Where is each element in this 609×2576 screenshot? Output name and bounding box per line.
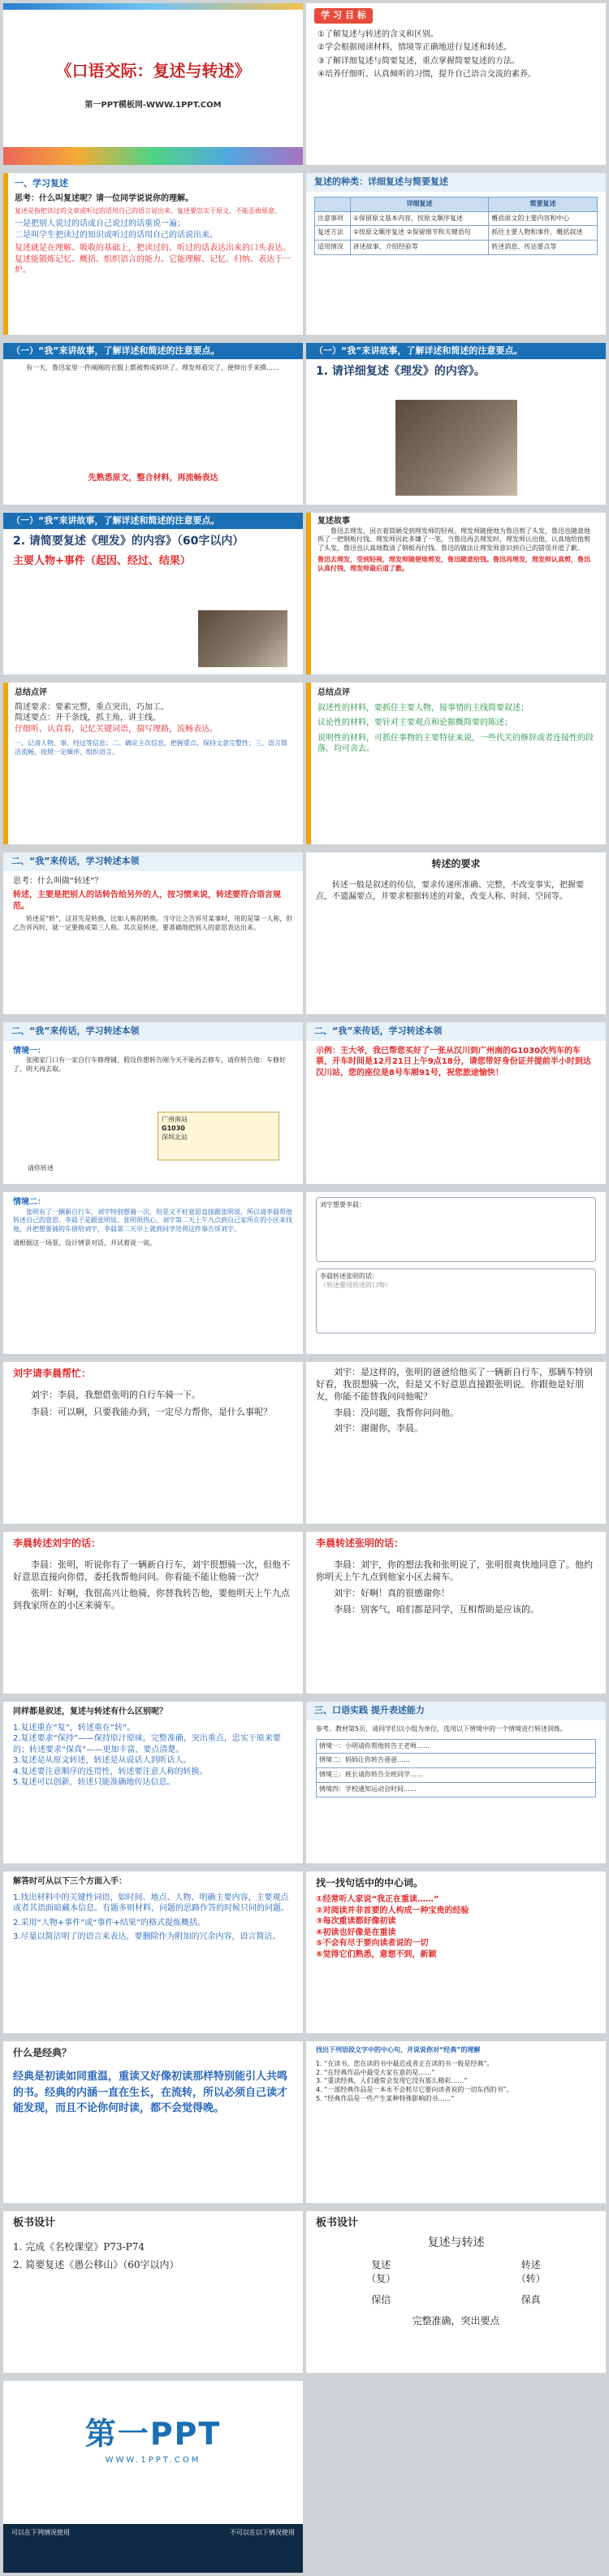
table-cell: 适用情况 <box>315 241 351 255</box>
table-row <box>317 1783 596 1798</box>
dialogue-line: 李晨：可以啊，只要我能办到，一定尽力帮你，是什么事呢？ <box>31 1407 272 1418</box>
text-line: 二是叫学生把读过的知识或听过的话用自己的话说出来。 <box>15 230 218 240</box>
dialogue-line: 刘宇：谢谢你，李晨。 <box>334 1423 423 1434</box>
top-decoration <box>3 3 303 10</box>
goal-tag-char: 标 <box>357 10 366 20</box>
table-cell: 情境一：小明请你帮他转告王老师…… <box>317 1739 596 1754</box>
slide-heading: 同样都是叙述，复述与转述有什么区别呢？ <box>13 1707 167 1716</box>
keyword-item: ④初读也好像是在重读 <box>316 1928 396 1937</box>
goal-item: ③了解详细复述与简要复述，重点掌握简要复述的方法。 <box>317 56 520 66</box>
tip-item: 2.采用“人物+事件”或“事件+结果”的格式提炼概括。 <box>13 1918 206 1928</box>
portrait-image <box>198 610 287 667</box>
presentation-title: 《口语交际：复述与转述》 <box>55 61 251 80</box>
dialogue-line: 李晨：张明，听说你有了一辆新自行车，刘宇很想骑一次，但他不好意思直接向你借，委托我帮他问问。你看能不能让他骑一次？ <box>13 1559 290 1583</box>
slide-story-text <box>3 343 303 505</box>
goal-item: ④培养仔细听、认真倾听的习惯，提升自己语言交流的素养。 <box>317 70 536 80</box>
dialogue-line: 李晨：没问题，我帮你问问他。 <box>334 1407 459 1418</box>
keyword-item: ③每次重读都好像初读 <box>316 1917 396 1927</box>
slide-scenario-2-form <box>306 1192 606 1354</box>
slide-heading: 板书设计 <box>13 2217 56 2229</box>
story-paragraph: 鲁迅去理发，因衣着简陋受到理发师的轻视。理发师随便地为鲁迅剪了头发，鲁迅也随意地抓了一把钢板付钱。理发师因此多嫌了一笔，当鲁迅再去理发时，理发师认出他，认真地给他剪了头发，鲁迅也认真地数清了钢板再付钱。鲁迅的做法让理发师意识到自己的错误并道了歉。 <box>317 527 590 553</box>
slide-difference <box>3 1702 303 1863</box>
table-cell: 讲述故事、介绍经验等 <box>350 241 489 255</box>
slide-heading: （一）“我”来讲故事，了解详述和简述的注意要点。 <box>3 513 303 529</box>
accent-bar <box>306 683 311 844</box>
scenario-label: 情境二： <box>13 1198 45 1207</box>
train-ticket <box>158 1112 279 1160</box>
text-line: 一是把别人说过的话或自己说过的话重说一遍； <box>15 219 185 229</box>
table-header: 详细复述 <box>350 197 489 211</box>
difference-item: 2.复述要求“保持”——保持原汁原味，完整准确，突出重点，忠实于原来要的；转述要求“保真”——更加丰富，要点清楚。 <box>13 1734 281 1754</box>
table-cell: ①按原文顺序复述 ②保留细节和关键语句 <box>350 226 489 241</box>
table-row <box>315 241 598 255</box>
question: 思考：什么叫做“转述”？ <box>13 876 103 886</box>
table-cell: 情境二：妈妈让你转告爸爸…… <box>317 1754 596 1768</box>
homework-item: 2. 简要复述《愚公移山》（60字以内） <box>13 2258 179 2270</box>
key-point: 主要人物+事件（起因、经过、结果） <box>13 554 191 567</box>
table-cell: ①保留原文基本内容，按原文顺序复述 <box>350 211 489 226</box>
slide-heading: 什么是经典？ <box>13 2047 72 2058</box>
goal-item: ①了解复述与转述的含义和区别。 <box>317 29 438 39</box>
brand-logo: 第一PPT <box>84 2416 222 2452</box>
slide-heading: 刘宇请李晨帮忙： <box>13 1368 92 1379</box>
goal-list <box>306 29 606 80</box>
table-header <box>315 197 351 211</box>
dialogue-line: 张明：好啊，我很高兴让他骑，你替我转告他，要他明天上午九点到我家所在的小区来骑车。 <box>13 1587 290 1611</box>
bottom-decoration <box>3 147 303 165</box>
accent-bar <box>306 513 311 674</box>
goal-item: ②学会根据阅读材料，情境等正确地进行复述和转述。 <box>317 43 512 53</box>
dialogue-line: 刘宇：李晨，我想借张明的自行车骑一下。 <box>31 1390 201 1401</box>
story-paragraph: 有一天，鲁迅家里一件刚刚的衣服上都被剪成碎块了。理发师看完了，便伸出手来摸…… <box>26 364 279 371</box>
slide-title <box>3 3 303 165</box>
board-row <box>306 2293 606 2306</box>
table-row <box>317 1739 596 1754</box>
tip-item: 1.找出材料中的关键性词语，如时间、地点、人物、明确主要内容，主要观点或者其语面暗藏本信息。有题多则材料，问题的思路作答的时候只问的问题。 <box>13 1893 289 1913</box>
slide-heading: （一）“我”来讲故事，了解详述和简述的注意要点。 <box>306 343 606 359</box>
form-label: 李晨转述张明的话： <box>320 1273 378 1280</box>
table-cell: 抓住主要人物和事件，概括叙述 <box>489 226 598 241</box>
form-box-2 <box>316 1268 596 1334</box>
difference-item: 5.复述可以创新，转述只能准确地传达信息。 <box>13 1778 175 1787</box>
slide-heading: 李晨转述刘宇的话： <box>13 1537 102 1549</box>
definition: 转述，主要是把别人的话转告给另外的人，按习惯来说，转述要符合语言规范。 <box>13 891 281 911</box>
difference-item: 1.复述重在“复”，转述重在“转”。 <box>13 1723 136 1733</box>
task-question: 2. 请简要复述《理发》的内容》（60字以内） <box>13 535 244 548</box>
requirement-text: 转述一般是叙述的传信，要求传递所准确、完整，不改变事实，把握要点，不遗漏要点，并要求根据转述的对象，改变人称、时间、空间等。 <box>316 881 584 901</box>
exercise-item: 5. “经典作品是一些产生某种特殊影响的书……” <box>316 2094 455 2102</box>
slide-learn-retell <box>3 173 303 335</box>
exercise-item: 4. “一部经典作品是一本永不会耗尽它要向读者说的一切东西的书”。 <box>316 2086 513 2094</box>
ticket-train: G1030 <box>162 1124 185 1132</box>
slide-classic-exercise <box>306 2041 606 2203</box>
slide-heading: 解答时可从以下三个方面入手： <box>13 1877 127 1886</box>
slide-retell-story <box>306 513 606 674</box>
goal-tag-char: 学 <box>321 10 330 20</box>
slide-heading: 二、“我”来传话，学习转述本领 <box>3 852 303 871</box>
form-label: 刘宇想要李晨： <box>320 1201 365 1208</box>
explanation: 转述是“转”，这首先是转换，比如人称的转换。当守让之告诉另某事时，用的是第一人称，但乙告诉丙时，就一定要换成第三人称。其次是转述，要准确地把别人的意思表达出来。 <box>13 915 293 932</box>
slide-heading: 总结点评 <box>15 688 47 697</box>
tip-item: 3.尽量以简洁明了的语言来表达，要删除作为附加的冗余内容，语言简洁。 <box>13 1932 281 1941</box>
comparison-table <box>314 197 598 255</box>
example-text: 示例：王大爷，我已帮您买好了一张从汉川到广州南的G1030次列车的车票，开车时间是12月21日上午9点18分，请您带好身份证并提前半小时到达汉川站，您的座位是8号车厢91号，祝您旅途愉快！ <box>316 1046 591 1078</box>
keyword-item: ⑤不会有尽于要向读者说的一切 <box>316 1939 429 1949</box>
table-cell: 概括原文的主要内容和中心 <box>489 211 598 226</box>
footer-label: 可以在下列情况使用 <box>11 2529 70 2536</box>
caption: 请你转述 <box>28 1164 54 1172</box>
goal-tag <box>314 8 373 24</box>
slide-scenario-1-example <box>306 1022 606 1184</box>
board-row <box>306 2272 606 2285</box>
slide-homework <box>3 2211 303 2373</box>
instruction: 请根据这一场景，设计情景对话，并试着说一说。 <box>13 1238 156 1247</box>
slide-answer-tips <box>3 1871 303 2033</box>
key-point: 先熟悉原文，整合材料，再流畅表达 <box>88 474 218 483</box>
footer-label: 不可以在以下情况使用 <box>230 2529 295 2536</box>
summary-item: 议论性的材料，要针对主要观点和论据概简要的陈述； <box>317 718 512 727</box>
practice-table <box>316 1739 596 1798</box>
text-line: 仔细听，认真看，记忆关键词语，揣写理路，流畅表达。 <box>15 724 218 734</box>
slide-dialogue-3 <box>3 1532 303 1693</box>
slide-heading: 二、“我”来传话，学习转述本领 <box>3 1022 303 1041</box>
board-title: 复述与转述 <box>427 2236 485 2249</box>
slide-heading: 二、“我”来传话，学习转述本领 <box>306 1022 606 1041</box>
goal-tag-char: 习 <box>333 10 342 20</box>
board-bottom: 完整准确，突出要点 <box>412 2315 500 2327</box>
ticket-from: 广州南站 <box>162 1116 188 1123</box>
table-row <box>315 211 598 226</box>
table-row <box>317 1754 596 1768</box>
form-hint: （转述要用转述的口吻） <box>320 1281 391 1289</box>
slide-goals <box>306 3 606 165</box>
section-heading: 一、学习复述 <box>15 178 68 189</box>
slide-relay-intro <box>3 852 303 1014</box>
slide-retell-types <box>306 173 606 335</box>
scenario-text: 张明有了一辆新自行车，刘宇特别想骑一次，但是又不好意思直接跟张明说，所以请李晨帮他转述自己的意思。李晨于是跟张明说。张明很热心，刘宇第二天上午九点到自己家所在的小区来找他，并把想要骑的车借给刘宇，李晨第二天早上就到同学处将这件事告诉刘宇。 <box>13 1208 292 1234</box>
brand-url: WWW.1PPT.COM <box>105 2456 201 2465</box>
board-cell: （复） <box>366 2272 396 2284</box>
board-cell: 复述 <box>371 2259 391 2271</box>
table-row <box>317 1768 596 1783</box>
board-cell: 转述 <box>520 2259 541 2271</box>
exercise-heading: 找出下列语段文字中的中心句，并说说你对“经典”的理解 <box>316 2046 481 2053</box>
slide-detailed-task <box>306 343 606 505</box>
ticket-to: 深圳北站 <box>162 1133 188 1141</box>
key-summary: 鲁迅去理发，受到轻视，理发师随便地剪发，鲁迅随意给钱。鲁迅再理发，理发师认真剪，鲁迅认真付钱，理发师最后道了歉。 <box>317 555 590 572</box>
difference-item: 3.复述是从原文转述，转述是从说话人到听话人。 <box>13 1756 192 1765</box>
form-box-1 <box>316 1197 596 1262</box>
practice-intro: 参考。教材第5页，请同学们以小组为单位，选用以下情境中的一个情境进行转述训练。 <box>316 1724 568 1733</box>
board-row <box>306 2258 606 2271</box>
table-cell: 转述消息、传达要点等 <box>489 241 598 255</box>
board-cell: 保真 <box>520 2293 541 2305</box>
slide-brief-task <box>3 513 303 674</box>
table-header: 简要复述 <box>489 197 598 211</box>
table-cell: 情境四：学校通知运动会时间…… <box>317 1783 596 1798</box>
slide-heading: 李晨转述张明的话： <box>316 1537 404 1549</box>
footer-panel <box>3 2524 303 2573</box>
board-cell: （转） <box>516 2272 546 2284</box>
slide-classic <box>3 2041 303 2203</box>
slide-heading: 总结点评 <box>317 688 350 697</box>
slide-scenario-2 <box>3 1192 303 1354</box>
slide-summary-2 <box>306 683 606 844</box>
exercise-item: 1. “在读书，您在读的书中最近或者正在读的书一般是经典”。 <box>316 2059 494 2067</box>
dialogue-line: 刘宇：好啊！真的很感谢你！ <box>334 1587 450 1598</box>
slide-keywords <box>306 1871 606 2033</box>
table-cell: 情境三：班长请你转告全班同学…… <box>317 1768 596 1783</box>
table-cell: 注意事项 <box>315 211 351 226</box>
slide-summary-1 <box>3 683 303 844</box>
table-cell: 复述方法 <box>315 226 351 241</box>
slide-dialogue-1 <box>3 1362 303 1524</box>
slide-heading: 找一找句话中的中心词。 <box>316 1877 424 1889</box>
slide-board-design <box>306 2211 606 2373</box>
goal-tag-char: 目 <box>345 10 354 20</box>
text-line: 复述就是在理解、吸收的基础上，把读过的、听过的话表达出来的口头表达。复述能锻炼记忆、概括、组织语言的能力。它能理解、记忆、归纳、表达于一炉。 <box>15 244 291 275</box>
slide-relay-requirements <box>306 852 606 1014</box>
keyword-item: ②对阅读并非首要的人构成一种宝贵的经验 <box>316 1906 469 1915</box>
summary-item: 说明性的材料，可抓住事物的主要特征来说，一些代关的修辞或者连接性的段落，均可舍去。 <box>317 733 594 753</box>
question: 思考：什么叫复述呢？请一位同学说说你的理解。 <box>15 193 193 203</box>
slide-heading: （一）“我”来讲故事，了解详述和简述的注意要点。 <box>3 343 303 359</box>
scenario-text: 张刚家门口有一家自行车修理铺，假设你想转告刚今天不能再去修车，请你转告他：车修好了，明天再去取。 <box>13 1056 286 1073</box>
keyword-item: ⑥觉得它们熟悉，意想不到，新颖 <box>316 1949 437 1959</box>
slide-dialogue-4 <box>306 1532 606 1693</box>
text-line: 简述要点：开千条线，抓主角，讲主线。 <box>15 713 161 722</box>
presentation-subtitle: 第一PPT模板网-WWW.1PPT.COM <box>84 101 222 110</box>
dialogue-line: 李晨：刘宇，你的想法我和张明说了，张明很爽快地同意了。他约你明天上午九点到他家小区去骑车。 <box>316 1559 593 1583</box>
exercise-item: 3. “重读经典，人们通常会发现它没有那么精彩……” <box>316 2077 468 2085</box>
scenario-label: 情境一： <box>13 1046 45 1056</box>
slide-ending <box>3 2381 303 2573</box>
dialogue-line: 刘宇：是这样的，张明的爸爸给他买了一辆新自行车，那辆车特别好看，我很想骑一次，但是又不好意思直接跟张明说。你跟他是好朋友，你能不能替我问问他呢？ <box>316 1367 593 1402</box>
slide-dialogue-2 <box>306 1362 606 1524</box>
keyword-item: ①经常听人家说“我正在重读……” <box>316 1895 439 1905</box>
difference-item: 4.复述要注意顺序的连贯性，转述要注意人称的转换。 <box>13 1767 208 1776</box>
homework-item: 1. 完成《名校课堂》P73-P74 <box>13 2240 145 2253</box>
accent-bar <box>3 173 8 335</box>
slide-heading: 三、口语实践 提升表述能力 <box>306 1702 606 1720</box>
slide-scenario-1 <box>3 1022 303 1184</box>
portrait-image <box>395 400 517 496</box>
slide-practice <box>306 1702 606 1863</box>
note-text: 一、记清人物、事、经过等信息；二、确定主次信息，把握重点，保持文意完整性；三、语言简洁流畅，按照一定顺序，组织语言。 <box>15 739 287 756</box>
slide-heading: 板书设计 <box>316 2217 359 2229</box>
task-question: 1. 请详细复述《理发》的内容》。 <box>316 365 486 378</box>
table-row <box>315 226 598 241</box>
summary-item: 叙述性的材料，要抓住主要人物，接事情的主线简要叙述； <box>317 703 529 713</box>
slide-heading: 转述的要求 <box>431 858 481 870</box>
text-line: 简述要求：要素完整，重点突出，巧加工。 <box>15 702 169 712</box>
dialogue-line: 李晨：别客气，咱们都是同学，互相帮助是应该的。 <box>334 1603 539 1615</box>
text-line: 复述是指把读过的文章或听过的话用自己的语言说出来。复述要忠实于原文，不能歪曲原意。 <box>15 207 281 215</box>
slide-heading: 复述的种类：详细复述与简要复述 <box>306 173 606 192</box>
classic-definition: 经典是初读如同重温，重读又好像初读那样特别能引人共鸣的书。经典的内涵一直在生长，在流转，所以必须自己读才能发现，而且不论你何时读，都不会觉得晚。 <box>13 2071 288 2115</box>
slide-heading: 复述故事 <box>317 517 350 526</box>
accent-bar <box>3 683 8 844</box>
table-header-row <box>315 197 598 211</box>
exercise-item: 2. “在经典作品中最受大家在意的是……” <box>316 2068 435 2076</box>
board-cell: 保信 <box>371 2293 391 2305</box>
